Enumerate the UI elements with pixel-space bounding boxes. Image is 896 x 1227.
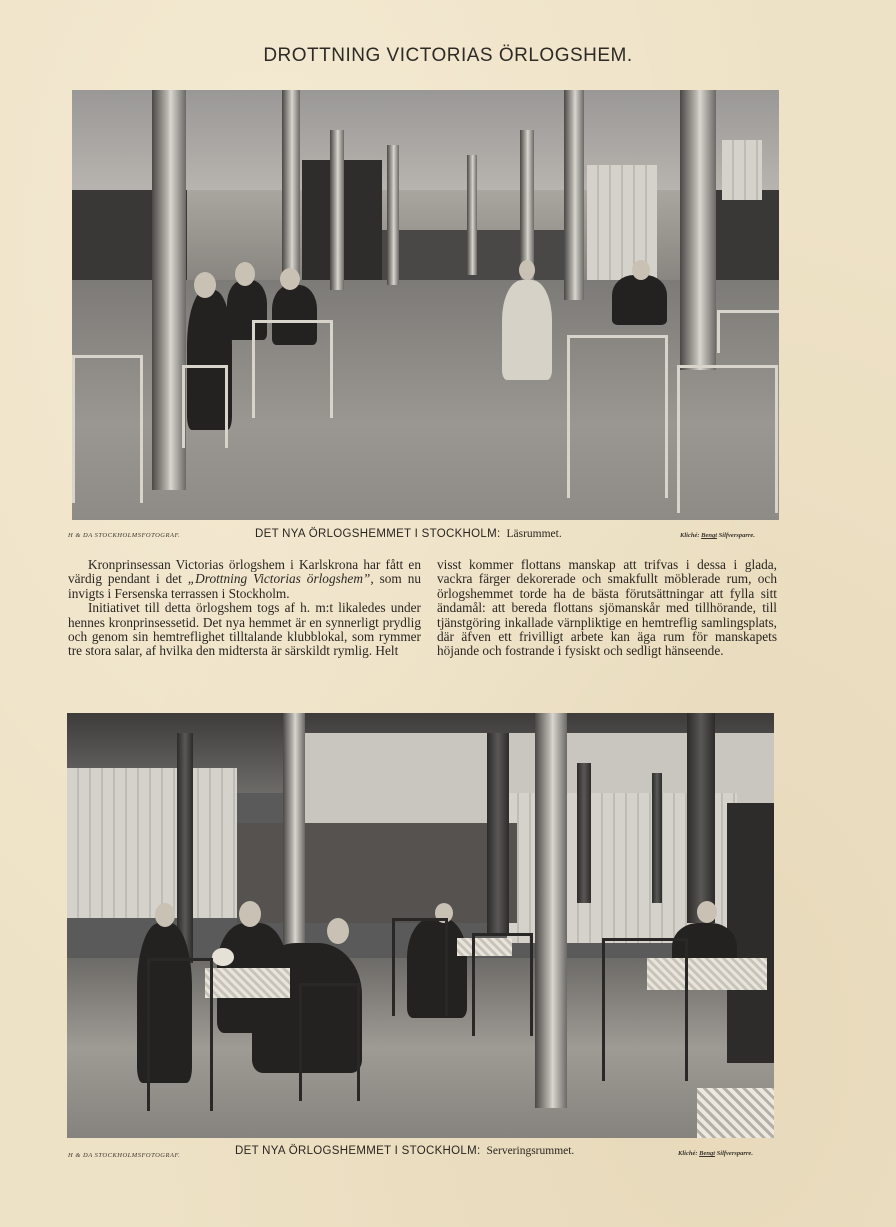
cliche-name-first: Bengt <box>699 1150 716 1157</box>
photo-caption <box>235 1145 574 1157</box>
cliche-credit <box>680 532 755 539</box>
page-title: DROTTNING VICTORIAS ÖRLOGSHEM. <box>263 45 633 66</box>
caption-sub: Läsrummet. <box>506 528 562 540</box>
article-column-1 <box>68 558 421 659</box>
paragraph: visst kommer flottans manskap att trifvas i dessa i glada, vackra färger dekorerade och smakfullt möblerade rum, och örlogshemmet torde ha de bästa förutsättningar att fylla sitt ändamål: att bereda flottans sjömanskår med tillhörande, till tjänstgöring inkallade värnpliktige en hemtreflig samlingsplats, där äfven ett frivilligt arbete kan äga rum för manskapets höjande och fostrande i fysiskt och sedligt hänseende. <box>437 557 777 659</box>
cliche-label: Kliché: <box>678 1150 698 1157</box>
paragraph-text: Kronprinsessan Victorias örlogshem i Karlskrona har fått en värdig pendant i det <box>68 557 421 587</box>
paragraph-text: , som nu invigts i Fersenska terrassen i Stockholm. <box>68 571 422 601</box>
cliche-name-first: Bengt <box>701 532 718 539</box>
photo-caption <box>255 528 562 540</box>
caption-main: DET NYA ÖRLOGSHEMMET I STOCKHOLM: <box>255 528 501 540</box>
photo-credit-left: H & DA STOCKHOLMSFOTOGRAF. <box>68 1152 181 1159</box>
cliche-name-last: Silfversparre. <box>718 532 755 539</box>
caption-main: DET NYA ÖRLOGSHEMMET I STOCKHOLM: <box>235 1145 481 1157</box>
caption-sub: Serveringsrummet. <box>486 1145 575 1157</box>
cliche-name-last: Silfversparre. <box>716 1150 753 1157</box>
paragraph: Initiativet till detta örlogshem togs af h. m:t likaledes under hennes kronprinsessetid. Det nya hemmet är en synnerligt prydlig och genom sin hemtreflighet tilltalande klubblokal, som rymmer tre stora salar, af hvilka den midtersta är särskildt rymlig. Helt <box>68 600 421 659</box>
cliche-label: Kliché: <box>680 532 700 539</box>
photo-serving-room <box>67 713 774 1138</box>
photo-credit-left: H & DA STOCKHOLMSFOTOGRAF. <box>68 532 181 539</box>
article-column-2 <box>437 558 777 659</box>
photo-reading-room <box>72 90 779 520</box>
publication-name: „Drottning Victorias örlogshem” <box>187 571 371 587</box>
cliche-credit <box>678 1150 753 1157</box>
